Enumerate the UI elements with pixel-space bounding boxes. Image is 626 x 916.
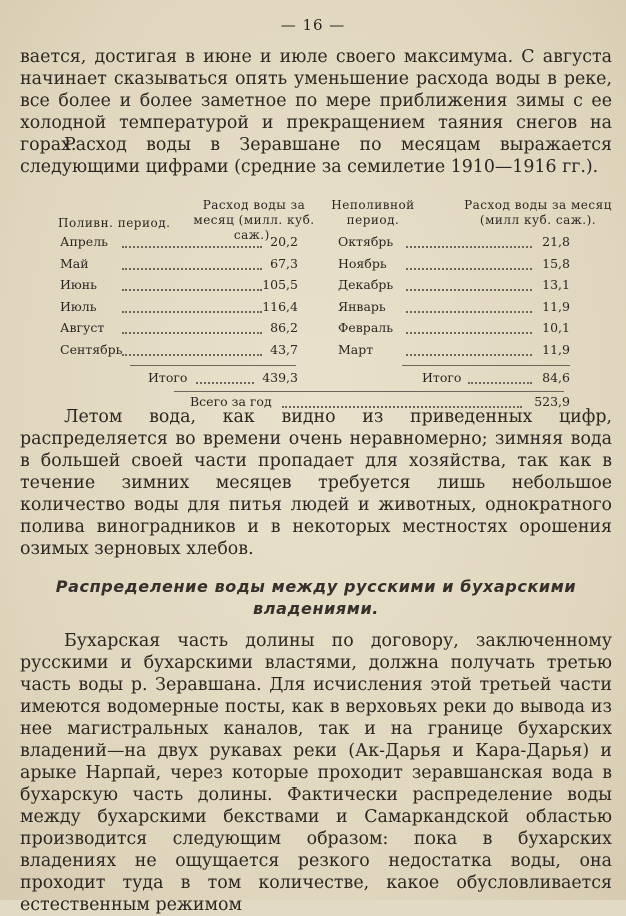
paragraph-1: вается, достигая в июне и июле своего максимума. С августа начинает сказываться опять уменьшение расхода воды в реке, все более и более заметное по мере приближения зимы с ее холодной температурой и прекращением таяния снегов на горах. <box>20 47 612 155</box>
right-flow-header: Расход воды за месяц (милл куб. саж.). <box>464 198 612 227</box>
left-total-row <box>148 370 298 391</box>
table-row <box>338 320 570 341</box>
table-row <box>338 277 570 298</box>
table-row <box>60 320 298 341</box>
right-flow-value: 10,1 <box>542 320 570 335</box>
table-row <box>338 256 570 277</box>
left-total-value: 439,3 <box>262 370 298 385</box>
right-total-row <box>422 370 570 391</box>
right-total-label: Итого <box>422 370 462 385</box>
right-month: Февраль <box>338 320 394 335</box>
leader-dots <box>122 268 262 270</box>
left-month: Май <box>60 255 89 271</box>
left-total-label: Итого <box>148 370 188 385</box>
right-month: Январь <box>338 298 386 314</box>
left-month: Сентябрь <box>60 341 123 357</box>
right-month: Декабрь <box>338 277 394 292</box>
right-month: Октябрь <box>338 234 394 249</box>
left-month: Июнь <box>60 277 97 292</box>
leader-dots <box>406 268 532 270</box>
leader-dots <box>406 354 532 356</box>
table-row <box>338 234 570 255</box>
left-month: Июль <box>60 298 97 314</box>
leader-dots <box>406 311 532 313</box>
right-total-rule <box>402 365 570 366</box>
leader-dots <box>122 354 262 356</box>
table-row <box>60 277 298 298</box>
left-flow-value: 20,2 <box>270 234 298 249</box>
right-month: Март <box>338 341 374 357</box>
leader-dots <box>406 246 532 248</box>
right-flow-value: 11,9 <box>542 298 570 314</box>
leader-dots <box>122 246 262 248</box>
left-month: Апрель <box>60 234 108 249</box>
table-row <box>60 342 298 363</box>
table-row <box>60 256 298 277</box>
right-period-header: Неполивной период. <box>331 198 415 227</box>
page-number: — 16 — <box>280 16 346 34</box>
right-total-value: 84,6 <box>542 370 570 385</box>
right-flow-value: 11,9 <box>542 341 570 357</box>
paragraph-3-text: Летом вода, как видно из приведенных цифр, распределяется во времени очень неравномерно; зимняя вода в большей своей части пропадает для хозяйства, так как в течение зимних месяцев требуется лишь небольшое количество воды для питья людей и животных, однократного полива виноградников и в некоторых местностях орошения озимых зерновых хлебов. <box>20 407 612 559</box>
table-row <box>60 234 298 255</box>
right-month: Ноябрь <box>338 255 387 271</box>
table-row <box>338 342 570 363</box>
left-flow-header: Расход воды за месяц (милл. куб. саж.). <box>193 198 315 242</box>
leader-dots <box>406 289 532 291</box>
paragraph-4-text: Бухарская часть долины по договору, заключенному русскими и бухарскими властями, должна получать третью часть воды р. Зеравшана. Для исчисления этой третьей части имеются водомерные посты, как в верховьях реки до вывода из нее магистральных каналов, так и на границе бухарских владений—на двух рукавах реки (Ак-Дарья и Кара-Дарья) и арыке Нарпай, через которые проходит зеравшанская вода в бухарскую часть долины. Фактически распределение воды между бухарскими бекствами и Самаркандской областью производится следующим образом: пока в бухарских владениях не ощущается резкого недостатка воды, она проходит туда в том количестве, какое обусловливается естественным режимом <box>20 631 612 915</box>
grand-total-value: 523,9 <box>534 394 570 409</box>
left-flow-value: 116,4 <box>262 298 298 314</box>
leader-dots <box>122 332 262 334</box>
paragraph-4 <box>20 630 612 916</box>
leader-dots <box>406 332 532 334</box>
leader-dots <box>122 289 262 291</box>
left-flow-value: 86,2 <box>270 320 298 335</box>
paragraph-2 <box>20 134 612 178</box>
table-row <box>60 299 298 320</box>
left-period-header: Поливн. период. <box>58 216 171 230</box>
paragraph-3 <box>20 406 612 560</box>
leader-dots <box>468 382 532 384</box>
right-flow-value: 15,8 <box>542 255 570 271</box>
paragraph-2-text: Расход воды в Зеравшане по месяцам выражается следующими цифрами (средние за семилетие 1910—1916 гг.). <box>20 135 612 177</box>
leader-dots <box>122 311 262 313</box>
leader-dots <box>196 382 254 384</box>
grand-total-label: Всего за год <box>190 394 272 409</box>
left-total-rule <box>130 365 296 366</box>
left-month: Август <box>60 320 105 335</box>
table-row <box>338 299 570 320</box>
grand-total-rule <box>174 391 564 392</box>
section-heading: Распределение воды между русскими и бухарскими владениями. <box>55 577 577 618</box>
left-flow-value: 67,3 <box>270 255 298 271</box>
right-flow-value: 13,1 <box>542 277 570 292</box>
right-flow-value: 21,8 <box>542 234 570 249</box>
left-flow-value: 105,5 <box>262 277 298 292</box>
left-flow-value: 43,7 <box>270 341 298 357</box>
